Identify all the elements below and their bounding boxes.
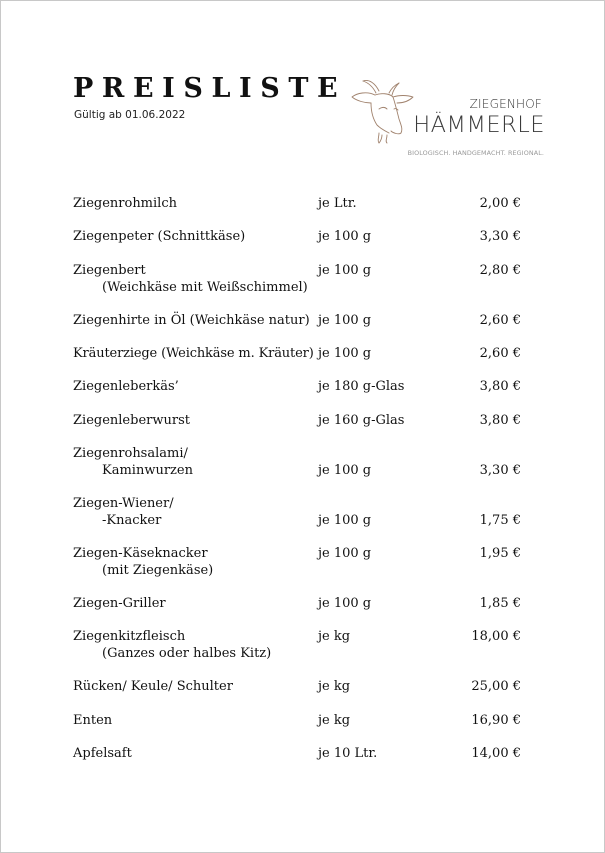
brand-name-top: ZIEGENHOF xyxy=(469,97,542,111)
item-price: 3,80 € xyxy=(479,379,521,394)
item-unit: je 180 g-Glas xyxy=(318,379,405,394)
item-unit: je 100 g xyxy=(318,313,372,328)
item-unit: je kg xyxy=(318,713,351,728)
item-name: Ziegenrohsalami/ xyxy=(73,446,188,461)
brand-tagline: BIOLOGISCH. HANDGEMACHT. REGIONAL. xyxy=(407,149,544,157)
item-name: Ziegenrohmilch xyxy=(73,196,177,211)
item-unit: je 100 g xyxy=(318,463,372,478)
item-price: 2,80 € xyxy=(479,263,521,278)
item-price: 3,80 € xyxy=(479,413,521,428)
item-name: Rücken/ Keule/ Schulter xyxy=(73,679,233,694)
item-unit: je 100 g xyxy=(318,346,372,361)
item-unit: je 100 g xyxy=(318,263,372,278)
item-description: (mit Ziegenkäse) xyxy=(102,563,214,578)
item-name: Ziegenleberwurst xyxy=(73,413,190,428)
brand-name-main: HÄMMERLE xyxy=(413,112,545,138)
item-description: -Knacker xyxy=(102,513,162,528)
valid-from-date: Gültig ab 01.06.2022 xyxy=(74,109,186,121)
item-price: 2,60 € xyxy=(479,346,521,361)
item-unit: je Ltr. xyxy=(318,196,357,211)
item-price: 1,75 € xyxy=(479,513,521,528)
item-unit: je 100 g xyxy=(318,546,372,561)
item-price: 14,00 € xyxy=(471,746,521,761)
item-price: 25,00 € xyxy=(471,679,521,694)
item-unit: je 160 g-Glas xyxy=(318,413,405,428)
brand-logo xyxy=(349,73,549,163)
item-unit: je 100 g xyxy=(318,596,372,611)
item-unit: je kg xyxy=(318,679,351,694)
item-name: Ziegenhirte in Öl (Weichkäse natur) xyxy=(73,313,310,328)
item-unit: je 10 Ltr. xyxy=(318,746,378,761)
item-unit: je 100 g xyxy=(318,513,372,528)
item-name: Apfelsaft xyxy=(73,746,132,761)
item-name: Ziegen-Käseknacker xyxy=(73,546,208,561)
item-name: Ziegenleberkäs’ xyxy=(73,379,179,394)
item-name: Ziegen-Griller xyxy=(73,596,166,611)
item-description: Kaminwurzen xyxy=(102,463,193,478)
item-price: 18,00 € xyxy=(471,629,521,644)
item-name: Ziegenbert xyxy=(73,263,146,278)
item-name: Ziegen-Wiener/ xyxy=(73,496,174,511)
item-name: Kräuterziege (Weichkäse m. Kräuter) xyxy=(73,346,314,361)
item-price: 2,60 € xyxy=(479,313,521,328)
item-description: (Ganzes oder halbes Kitz) xyxy=(102,646,272,661)
item-unit: je kg xyxy=(318,629,351,644)
item-name: Enten xyxy=(73,713,113,728)
item-price: 1,95 € xyxy=(479,546,521,561)
item-description: (Weichkäse mit Weißschimmel) xyxy=(102,280,308,295)
goat-head-icon xyxy=(349,75,417,145)
item-name: Ziegenpeter (Schnittkäse) xyxy=(73,229,246,244)
item-price: 3,30 € xyxy=(479,229,521,244)
item-price: 2,00 € xyxy=(479,196,521,211)
item-name: Ziegenkitzfleisch xyxy=(73,629,186,644)
page-title: PREISLISTE xyxy=(73,73,347,104)
item-price: 3,30 € xyxy=(479,463,521,478)
item-price: 1,85 € xyxy=(479,596,521,611)
item-price: 16,90 € xyxy=(471,713,521,728)
item-unit: je 100 g xyxy=(318,229,372,244)
